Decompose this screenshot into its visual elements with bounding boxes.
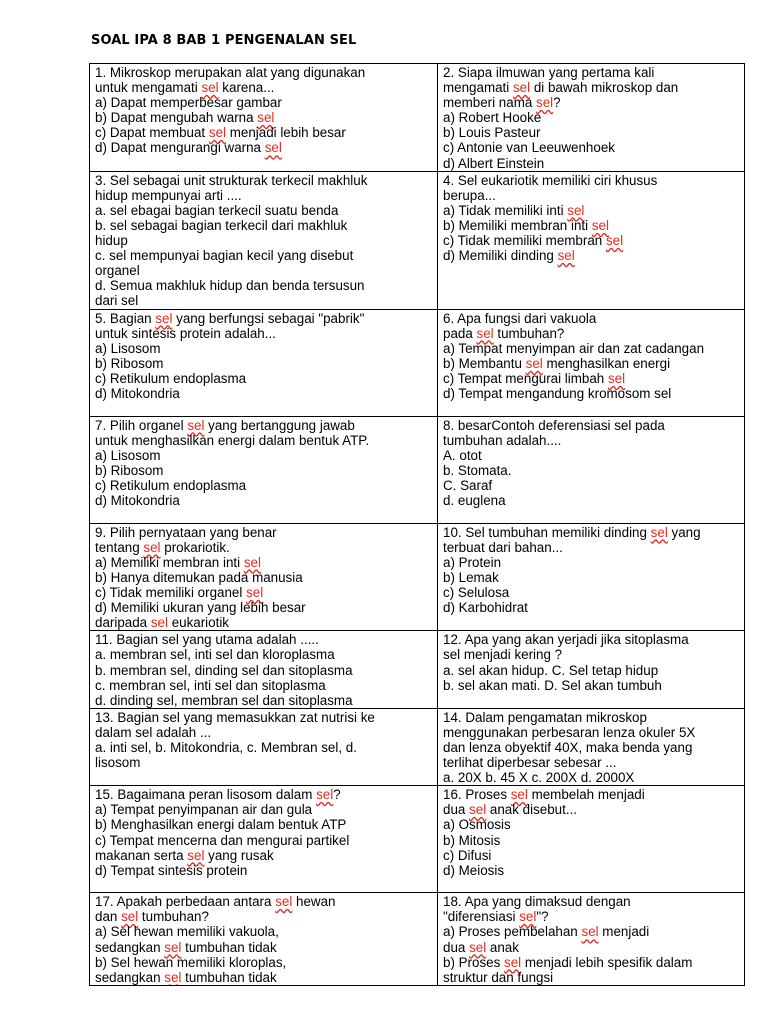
text-segment: "?: [536, 909, 549, 925]
text-segment: menjadi: [598, 924, 650, 940]
text-segment: 9. Pilih pernyataan yang benar: [95, 524, 277, 540]
text-segment: 16. Proses: [443, 787, 511, 803]
text-segment: lisosom: [95, 755, 141, 771]
text-segment: ?: [333, 787, 341, 803]
text-segment: b) Dapat mengubah warna: [95, 110, 258, 126]
text-segment: yang rusak: [204, 847, 274, 863]
text-segment: dan: [95, 909, 122, 925]
question-line: [443, 156, 740, 171]
text-segment: a) Lisosom: [95, 340, 161, 356]
text-segment: d) Memiliki dinding: [443, 248, 558, 264]
text-segment: hewan: [292, 894, 336, 910]
question-line: [95, 693, 433, 708]
text-segment: b) Memiliki membran inti: [443, 217, 592, 233]
question-line: [443, 478, 740, 493]
question-line: [443, 218, 740, 233]
question-line: [95, 278, 433, 293]
question-line: [95, 740, 433, 755]
highlighted-word: sel: [525, 355, 543, 371]
question-line: [95, 894, 433, 909]
question-cell-2: [438, 64, 745, 172]
question-line: [95, 140, 433, 155]
question-line: [443, 740, 740, 755]
text-segment: b) Mitosis: [443, 832, 501, 848]
text-segment: prokariotik.: [160, 539, 230, 555]
question-line: [443, 540, 740, 555]
question-line: [443, 632, 740, 647]
text-segment: d. dinding sel, membran sel dan sitoplasma: [95, 692, 353, 708]
text-segment: anak disebut...: [486, 802, 578, 818]
question-row: [90, 64, 745, 172]
text-segment: tumbuhan tidak: [181, 939, 277, 955]
text-segment: b. membran sel, dinding sel dan sitoplasma: [95, 662, 353, 678]
question-cell-6: [438, 309, 745, 416]
highlighted-word: sel: [581, 924, 599, 940]
highlighted-word: sel: [164, 939, 182, 955]
question-line: [443, 110, 740, 125]
question-line: [95, 678, 433, 693]
text-segment: c. sel mempunyai bagian kecil yang disebut: [95, 248, 354, 264]
text-segment: c) Tempat mencerna dan mengurai partikel: [95, 832, 350, 848]
page-title: SOAL IPA 8 BAB 1 PENGENALAN SEL: [91, 33, 357, 48]
question-row: [90, 786, 745, 893]
question-line: [443, 848, 740, 863]
text-segment: b) Proses: [443, 954, 505, 970]
text-segment: a) Lisosom: [95, 447, 161, 463]
text-segment: C. Saraf: [443, 478, 493, 494]
text-segment: hidup mempunyai arti ....: [95, 187, 242, 203]
question-line: [95, 787, 433, 802]
question-line: [443, 125, 740, 140]
text-segment: c) Tidak memiliki membran: [443, 233, 606, 249]
text-segment: c) Dapat membuat: [95, 125, 209, 141]
text-segment: b) Ribosom: [95, 462, 164, 478]
text-segment: d) Albert Einstein: [443, 155, 545, 171]
text-segment: b) Louis Pasteur: [443, 125, 541, 141]
question-line: [95, 386, 433, 401]
text-segment: 8. besarContoh deferensiasi sel pada: [443, 417, 665, 433]
question-cell-16: [438, 786, 745, 893]
text-segment: menjadi lebih besar: [226, 125, 346, 141]
highlighted-word: sel: [536, 95, 554, 111]
text-segment: untuk menghasilkan energi dalam bentuk ATP.: [95, 432, 370, 448]
question-line: [443, 924, 740, 939]
text-segment: 5. Bagian: [95, 310, 156, 326]
question-line: [95, 203, 433, 218]
question-line: [443, 909, 740, 924]
highlighted-word: sel: [164, 969, 182, 985]
text-segment: membelah menjadi: [527, 787, 645, 803]
text-segment: a. 20X b. 45 X c. 200X d. 2000X: [443, 770, 635, 786]
question-cell-17: [90, 893, 438, 986]
highlighted-word: sel: [510, 787, 528, 803]
question-line: [95, 600, 433, 615]
question-line: [95, 909, 433, 924]
question-line: [95, 555, 433, 570]
question-cell-9: [90, 523, 438, 631]
highlighted-word: sel: [469, 802, 487, 818]
highlighted-word: sel: [557, 248, 575, 264]
question-line: [95, 663, 433, 678]
text-segment: b) Lemak: [443, 569, 499, 585]
text-segment: tumbuhan?: [493, 325, 565, 341]
text-segment: b. sel akan mati. D. Sel akan tumbuh: [443, 677, 662, 693]
highlighted-word: sel: [187, 417, 205, 433]
question-line: [443, 356, 740, 371]
question-line: [95, 924, 433, 939]
highlighted-word: sel: [605, 233, 624, 249]
text-segment: c) Tempat mengurai limbah: [443, 371, 608, 387]
question-row: [90, 893, 745, 986]
question-line: [95, 863, 433, 878]
question-line: [95, 173, 433, 188]
text-segment: 11. Bagian sel yang utama adalah .....: [95, 632, 319, 648]
text-segment: berupa...: [443, 187, 496, 203]
text-segment: menghasilkan energi: [542, 355, 671, 371]
text-segment: d) Tempat mengandung kromosom sel: [443, 386, 672, 402]
highlighted-word: sel: [476, 325, 494, 341]
text-segment: 2. Siapa ilmuwan yang pertama kali: [443, 65, 655, 80]
text-segment: makanan serta: [95, 847, 188, 863]
question-line: [443, 248, 740, 263]
question-line: [95, 955, 433, 970]
highlighted-word: sel: [201, 80, 219, 96]
question-line: [443, 770, 740, 785]
text-segment: tumbuhan tidak: [181, 969, 277, 985]
text-segment: c) Difusi: [443, 847, 492, 863]
text-segment: dua: [443, 939, 470, 955]
text-segment: yang bertanggung jawab: [204, 417, 355, 433]
text-segment: 14. Dalam pengamatan mikroskop: [443, 709, 647, 725]
question-row: [90, 309, 745, 416]
question-line: [443, 233, 740, 248]
text-segment: d) Memiliki ukuran yang lebih besar: [95, 600, 306, 616]
question-line: [443, 140, 740, 155]
question-line: [95, 570, 433, 585]
highlighted-word: sel: [607, 371, 626, 387]
text-segment: a. sel ebagai bagian terkecil suatu benda: [95, 202, 339, 218]
question-line: [443, 311, 740, 326]
highlighted-word: sel: [469, 939, 487, 955]
text-segment: a. membran sel, inti sel dan kloroplasma: [95, 647, 335, 663]
question-cell-10: [438, 523, 745, 631]
text-segment: 6. Apa fungsi dari vakuola: [443, 310, 597, 326]
text-segment: terbuat dari bahan...: [443, 539, 563, 555]
highlighted-word: sel: [257, 110, 275, 126]
question-line: [95, 970, 433, 985]
question-line: [95, 125, 433, 140]
question-line: [443, 647, 740, 662]
question-line: [95, 311, 433, 326]
question-line: [443, 894, 740, 909]
text-segment: 12. Apa yang akan yerjadi jika sitoplasma: [443, 632, 689, 648]
question-line: [443, 663, 740, 678]
question-cell-13: [90, 708, 438, 785]
highlighted-word: sel: [243, 554, 261, 570]
question-line: [95, 833, 433, 848]
text-segment: tumbuhan?: [138, 909, 209, 925]
text-segment: b. Stomata.: [443, 462, 512, 478]
question-line: [95, 725, 433, 740]
question-line: [95, 433, 433, 448]
question-line: [95, 233, 433, 248]
question-line: [95, 326, 433, 341]
question-line: [95, 248, 433, 263]
text-segment: c) Selulosa: [443, 585, 510, 601]
question-line: [443, 65, 740, 80]
question-line: [95, 188, 433, 203]
question-line: [443, 188, 740, 203]
question-row: [90, 416, 745, 523]
question-line: [95, 371, 433, 386]
text-segment: A. otot: [443, 447, 482, 463]
question-line: [443, 585, 740, 600]
question-line: [95, 293, 433, 308]
highlighted-word: sel: [246, 585, 264, 601]
text-segment: 7. Pilih organel: [95, 417, 188, 433]
question-line: [443, 203, 740, 218]
question-cell-11: [90, 631, 438, 708]
text-segment: a. inti sel, b. Mitokondria, c. Membran sel, d.: [95, 739, 357, 755]
text-segment: a) Memiliki membran inti: [95, 554, 244, 570]
question-line: [443, 326, 740, 341]
question-line: [443, 833, 740, 848]
text-segment: a. sel akan hidup. C. Sel tetap hidup: [443, 662, 659, 678]
text-segment: b) Sel hewan memiliki kloroplas,: [95, 954, 287, 970]
text-segment: organel: [95, 263, 140, 279]
question-line: [443, 448, 740, 463]
text-segment: b. sel sebagai bagian terkecil dari makhluk: [95, 217, 348, 233]
question-cell-18: [438, 893, 745, 986]
highlighted-word: sel: [519, 909, 537, 925]
text-segment: b) Membantu: [443, 355, 526, 371]
text-segment: anak: [486, 939, 519, 955]
text-segment: mengamati: [443, 80, 513, 96]
question-line: [95, 110, 433, 125]
question-line: [95, 341, 433, 356]
text-segment: yang berfungsi sebagai "pabrik": [172, 310, 365, 326]
question-line: [443, 493, 740, 508]
text-segment: a) Tempat menyimpan air dan zat cadangan: [443, 340, 705, 356]
text-segment: 4. Sel eukariotik memiliki ciri khusus: [443, 172, 658, 188]
question-line: [95, 647, 433, 662]
text-segment: tentang: [95, 539, 144, 555]
question-line: [443, 970, 740, 985]
text-segment: "diferensiasi: [443, 909, 520, 925]
highlighted-word: sel: [187, 847, 205, 863]
question-cell-7: [90, 416, 438, 523]
text-segment: c) Antonie van Leeuwenhoek: [443, 140, 615, 156]
highlighted-word: sel: [567, 202, 585, 218]
question-line: [95, 585, 433, 600]
question-line: [443, 817, 740, 832]
text-segment: dari sel: [95, 293, 139, 309]
text-segment: 17. Apakah perbedaan antara: [95, 894, 276, 910]
text-segment: pada: [443, 325, 477, 341]
question-row: [90, 631, 745, 708]
question-line: [443, 725, 740, 740]
text-segment: a) Robert Hooke: [443, 110, 542, 126]
question-line: [443, 755, 740, 770]
question-line: [443, 525, 740, 540]
question-cell-4: [438, 171, 745, 309]
text-segment: untuk sintesis protein adalah...: [95, 325, 276, 341]
question-table: [89, 63, 745, 986]
question-cell-8: [438, 416, 745, 523]
text-segment: d. Semua makhluk hidup dan benda tersusun: [95, 278, 365, 294]
text-segment: a) Tidak memiliki inti: [443, 202, 568, 218]
text-segment: a) Proses pembelahan: [443, 924, 582, 940]
highlighted-word: sel: [591, 217, 609, 233]
question-cell-3: [90, 171, 438, 309]
question-line: [95, 615, 433, 630]
question-line: [443, 570, 740, 585]
question-line: [95, 493, 433, 508]
question-line: [95, 710, 433, 725]
question-line: [95, 463, 433, 478]
text-segment: eukariotik: [167, 615, 229, 631]
question-line: [443, 802, 740, 817]
question-row: [90, 523, 745, 631]
text-segment: memberi nama: [443, 95, 537, 111]
text-segment: 15. Bagaimana peran lisosom dalam: [95, 787, 317, 803]
text-segment: b) Ribosom: [95, 355, 164, 371]
question-line: [443, 678, 740, 693]
question-line: [95, 540, 433, 555]
text-segment: b) Menghasilkan energi dalam bentuk ATP: [95, 817, 347, 833]
highlighted-word: sel: [264, 140, 282, 156]
highlighted-word: sel: [504, 954, 522, 970]
question-line: [443, 173, 740, 188]
text-segment: struktur dan fungsi: [443, 969, 554, 985]
highlighted-word: sel: [650, 524, 668, 540]
question-line: [443, 463, 740, 478]
text-segment: tumbuhan adalah....: [443, 432, 562, 448]
question-line: [95, 65, 433, 80]
question-line: [443, 555, 740, 570]
question-line: [443, 95, 740, 110]
question-line: [95, 263, 433, 278]
question-line: [443, 955, 740, 970]
text-segment: b) Hanya ditemukan pada manusia: [95, 569, 303, 585]
text-segment: d) Mitokondria: [95, 493, 180, 509]
question-line: [443, 433, 740, 448]
question-table-body: [90, 64, 745, 986]
question-cell-14: [438, 708, 745, 785]
text-segment: di bawah mikroskop dan: [530, 80, 679, 96]
text-segment: c) Tidak memiliki organel: [95, 585, 247, 601]
text-segment: dan lenza obyektif 40X, maka benda yang: [443, 739, 693, 755]
text-segment: a) Tempat penyimpanan air dan gula: [95, 802, 313, 818]
question-line: [95, 848, 433, 863]
text-segment: menggunakan perbesaran lenza okuler 5X: [443, 724, 696, 740]
text-segment: menjadi lebih spesifik dalam: [521, 954, 693, 970]
question-line: [443, 600, 740, 615]
text-segment: 10. Sel tumbuhan memiliki dinding: [443, 524, 651, 540]
question-cell-5: [90, 309, 438, 416]
question-line: [95, 218, 433, 233]
question-row: [90, 708, 745, 785]
text-segment: d) Karbohidrat: [443, 600, 528, 616]
text-segment: a) Protein: [443, 554, 502, 570]
highlighted-word: sel: [150, 615, 168, 631]
question-line: [95, 755, 433, 770]
question-cell-1: [90, 64, 438, 172]
question-line: [95, 632, 433, 647]
highlighted-word: sel: [275, 894, 293, 910]
text-segment: daripada: [95, 615, 151, 631]
question-line: [443, 418, 740, 433]
text-segment: a) Osmosis: [443, 817, 511, 833]
text-segment: untuk mengamati: [95, 80, 202, 96]
text-segment: a) Sel hewan memiliki vakuola,: [95, 924, 279, 940]
question-line: [443, 787, 740, 802]
question-line: [443, 940, 740, 955]
question-line: [95, 356, 433, 371]
question-row: [90, 171, 745, 309]
question-line: [95, 817, 433, 832]
text-segment: 3. Sel sebagai unit strukturak terkecil makhluk: [95, 172, 368, 188]
text-segment: 13. Bagian sel yang memasukkan zat nutrisi ke: [95, 709, 375, 725]
highlighted-word: sel: [512, 80, 531, 96]
question-line: [95, 418, 433, 433]
text-segment: 18. Apa yang dimaksud dengan: [443, 894, 631, 910]
question-line: [95, 940, 433, 955]
text-segment: ?: [553, 95, 561, 111]
text-segment: sedangkan: [95, 939, 165, 955]
text-segment: d) Dapat mengurangi warna: [95, 140, 265, 156]
text-segment: sel menjadi kering ?: [443, 647, 563, 663]
highlighted-word: sel: [121, 909, 139, 925]
text-segment: sedangkan: [95, 969, 165, 985]
text-segment: c) Retikulum endoplasma: [95, 371, 247, 387]
question-cell-12: [438, 631, 745, 708]
highlighted-word: sel: [316, 787, 334, 803]
question-line: [443, 710, 740, 725]
highlighted-word: sel: [208, 125, 226, 141]
question-line: [95, 95, 433, 110]
question-line: [443, 863, 740, 878]
text-segment: d) Mitokondria: [95, 386, 180, 402]
question-line: [443, 80, 740, 95]
question-line: [443, 371, 740, 386]
question-cell-15: [90, 786, 438, 893]
text-segment: c. membran sel, inti sel dan sitoplasma: [95, 677, 326, 693]
text-segment: d) Tempat sintesis protein: [95, 862, 248, 878]
text-segment: yang: [667, 524, 701, 540]
question-line: [95, 525, 433, 540]
text-segment: dua: [443, 802, 470, 818]
question-line: [95, 80, 433, 95]
question-line: [95, 478, 433, 493]
text-segment: a) Dapat memperbesar gambar: [95, 95, 282, 111]
question-line: [443, 386, 740, 401]
text-segment: terlihat diperbesar sebesar ...: [443, 755, 617, 771]
text-segment: 1. Mikroskop merupakan alat yang digunakan: [95, 65, 366, 80]
text-segment: c) Retikulum endoplasma: [95, 478, 247, 494]
text-segment: d. euglena: [443, 493, 506, 509]
highlighted-word: sel: [143, 539, 161, 555]
question-line: [95, 448, 433, 463]
text-segment: d) Meiosis: [443, 862, 505, 878]
text-segment: hidup: [95, 233, 128, 249]
question-line: [443, 341, 740, 356]
text-segment: dalam sel adalah ...: [95, 724, 212, 740]
question-line: [95, 802, 433, 817]
text-segment: karena...: [218, 80, 275, 96]
highlighted-word: sel: [155, 310, 173, 326]
